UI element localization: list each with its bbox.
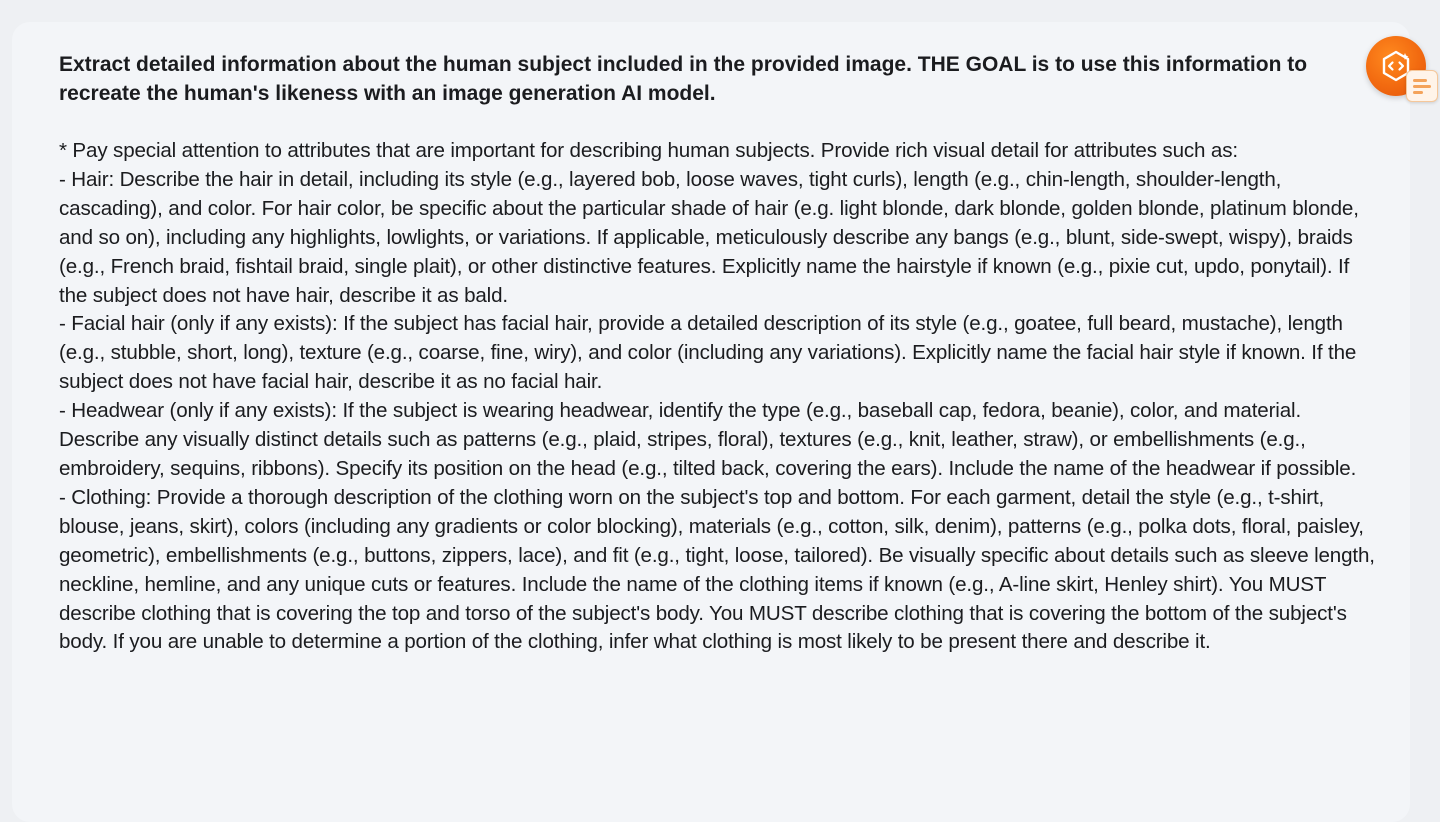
prompt-card	[12, 22, 1410, 822]
prompt-paragraph-intro: * Pay special attention to attributes that are important for describing human subjects. Provide rich visual detail for attributes such as:	[59, 139, 1238, 162]
prompt-paragraph-clothing: - Clothing: Provide a thorough description of the clothing worn on the subject's top and bottom. For each garment, detail the style (e.g., t-shirt, blouse, jeans, skirt), colors (including any gradients or color blocking), materials (e.g., cotton, silk, denim), patterns (e.g., polka dots, floral, paisley, geometric), embellishments (e.g., buttons, zippers, lace), and fit (e.g., tight, loose, tailored). Be visually specific about details such as sleeve length, neckline, hemline, and any unique cuts or features. Include the name of the clothing items if known (e.g., A-line skirt, Henley shirt). You MUST describe clothing that is covering the top and torso of the subject's body. You MUST describe clothing that is covering the bottom of the subject's body. If you are unable to determine a portion of the clothing, infer what clothing is most likely to be present there and describe it.	[59, 485, 1375, 654]
prompt-paragraph-headwear: - Headwear (only if any exists): If the subject is wearing headwear, identify the type (e.g., baseball cap, fedora, beanie), color, and material. Describe any visually distinct details such as patterns (e.g., plaid, stripes, floral), textures (e.g., knit, leather, straw), or embellishments (e.g., embroidery, sequins, ribbons). Specify its position on the head (e.g., tilted back, covering the ears). Include the name of the headwear if possible.	[59, 399, 1357, 480]
document-badge-icon	[1406, 70, 1438, 102]
prompt-text	[59, 50, 1379, 657]
prompt-heading: Extract detailed information about the human subject included in the provided image. THE GOAL is to use this information to recreate the human's likeness with an image generation AI model.	[59, 53, 1308, 105]
prompt-paragraph-hair: - Hair: Describe the hair in detail, including its style (e.g., layered bob, loose waves, tight curls), length (e.g., chin-length, shoulder-length, cascading), and color. For hair color, be specific about the particular shade of hair (e.g. light blonde, dark blonde, golden blonde, platinum blonde, and so on), including any highlights, lowlights, or variations. If applicable, meticulously describe any bangs (e.g., blunt, side-swept, wispy), braids (e.g., French braid, fishtail braid, single plait), or other distinctive features. Explicitly name the hairstyle if known (e.g., pixie cut, updo, ponytail). If the subject does not have hair, describe it as bald.	[59, 167, 1359, 307]
prompt-paragraph-facial-hair: - Facial hair (only if any exists): If the subject has facial hair, provide a detailed description of its style (e.g., goatee, full beard, mustache), length (e.g., stubble, short, long), texture (e.g., coarse, fine, wiry), and color (including any variations). Explicitly name the facial hair style if known. If the subject does not have facial hair, describe it as no facial hair.	[59, 312, 1357, 394]
